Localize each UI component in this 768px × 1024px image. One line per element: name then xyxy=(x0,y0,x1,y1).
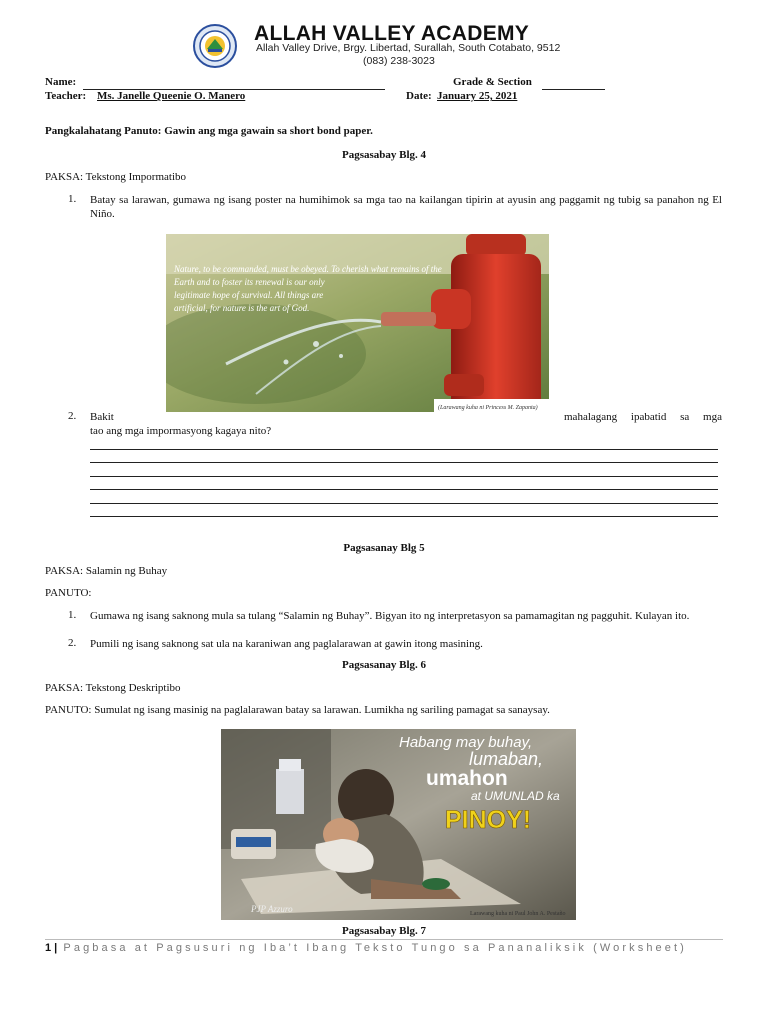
date-label: Date: xyxy=(406,90,432,102)
poster-signature: PJP Azzuro xyxy=(251,904,293,914)
image-quote-line-1: Nature, to be commanded, must be obeyed. To cherish what remains of the xyxy=(174,264,442,274)
section-5-title: Pagsasanay Blg 5 xyxy=(343,542,425,554)
poster-line-1: Habang may buhay, xyxy=(399,734,533,751)
section-7-title: Pagsasabay Blg. 7 xyxy=(341,925,427,937)
section-5-item-2: Pumili ng isang saknong sat ula na karaniwan ang paglalarawan at gawin itong masining. xyxy=(90,638,483,650)
poster-line-4: at UMUNLAD ka xyxy=(471,789,560,803)
page-number: 1 | xyxy=(45,942,58,954)
section-4-item-2-start: Bakit xyxy=(90,411,114,423)
poster-line-3: umahon xyxy=(426,767,508,790)
answer-line[interactable] xyxy=(90,489,718,490)
footer-divider xyxy=(45,939,723,940)
school-address: Allah Valley Drive, Brgy. Libertad, Surallah, South Cotabato, 9512 xyxy=(256,42,561,54)
section-4-image-credit: (Larawang kuha ni Princess M. Zapanta) xyxy=(438,405,538,411)
section-4-item-2-number: 2. xyxy=(68,410,77,422)
section-4-title: Pagsasabay Blg. 4 xyxy=(341,149,427,161)
teacher-label: Teacher: xyxy=(45,90,87,102)
section-4-paksa: PAKSA: Tekstong Impormatibo xyxy=(45,171,187,183)
section-4-item-2-middle: mahalagang ipabatid sa mga xyxy=(564,411,722,423)
general-instruction: Pangkalahatang Panuto: Gawin ang mga gawain sa short bond paper. xyxy=(45,125,373,137)
date-value: January 25, 2021 xyxy=(437,90,518,102)
footer xyxy=(45,941,725,956)
school-phone: (083) 238-3023 xyxy=(363,55,435,67)
section-4-item-2-end: tao ang mga impormasyong kagaya nito? xyxy=(90,425,272,437)
answer-line[interactable] xyxy=(90,503,718,504)
section-5-item-1: Gumawa ng isang saknong mula sa tulang “Salamin ng Buhay”. Bigyan ito ng interpretasyon sa pamamagitan ng pagguhit. Kulayan ito. xyxy=(90,610,690,622)
answer-line[interactable] xyxy=(90,476,718,477)
section-6-panuto: PANUTO: Sumulat ng isang masinig na paglalarawan batay sa larawan. Lumikha ng sariling pamagat sa sanaysay. xyxy=(45,704,550,716)
answer-line[interactable] xyxy=(90,516,718,517)
grade-section-field[interactable] xyxy=(542,89,605,90)
water-hydrant-photo xyxy=(166,234,549,412)
image-quote-line-4: artificial, for nature is the art of God. xyxy=(174,303,310,313)
section-5-item-1-number: 1. xyxy=(68,609,77,621)
school-name: ALLAH VALLEY ACADEMY xyxy=(254,22,530,45)
section-5-paksa: PAKSA: Salamin ng Buhay xyxy=(45,565,168,577)
mother-child-poster xyxy=(221,729,576,920)
answer-line[interactable] xyxy=(90,462,718,463)
school-logo xyxy=(193,24,237,68)
poster-line-5: PINOY! xyxy=(445,806,532,834)
section-4-item-1: Batay sa larawan, gumawa ng isang poster na humihimok sa mga tao na kailangan tipirin at ayusin ang paggamit ng tubig sa panahon ng El Niño. xyxy=(90,194,722,220)
section-5-panuto: PANUTO: xyxy=(45,587,92,599)
section-6-title: Pagsasanay Blg. 6 xyxy=(341,659,427,671)
name-label: Name: xyxy=(45,76,77,88)
footer-text: Pagbasa at Pagsusuri ng Iba’t Ibang Teksto Tungo sa Pananaliksik (Worksheet) xyxy=(63,942,687,954)
poster-line-2: lumaban, xyxy=(469,749,544,769)
section-5-item-2-number: 2. xyxy=(68,637,77,649)
grade-section-label: Grade & Section xyxy=(453,76,532,88)
answer-line[interactable] xyxy=(90,449,718,450)
image-quote-line-2: Earth and to foster its renewal is our only xyxy=(174,277,325,287)
section-6-image-credit: Larawang kuha ni Paul John A. Pestaño xyxy=(470,911,566,917)
section-4-item-1-number: 1. xyxy=(68,193,77,205)
teacher-name: Ms. Janelle Queenie O. Manero xyxy=(97,90,246,102)
section-6-paksa: PAKSA: Tekstong Deskriptibo xyxy=(45,682,181,694)
image-quote-line-3: legitimate hope of survival. All things are xyxy=(174,290,324,300)
